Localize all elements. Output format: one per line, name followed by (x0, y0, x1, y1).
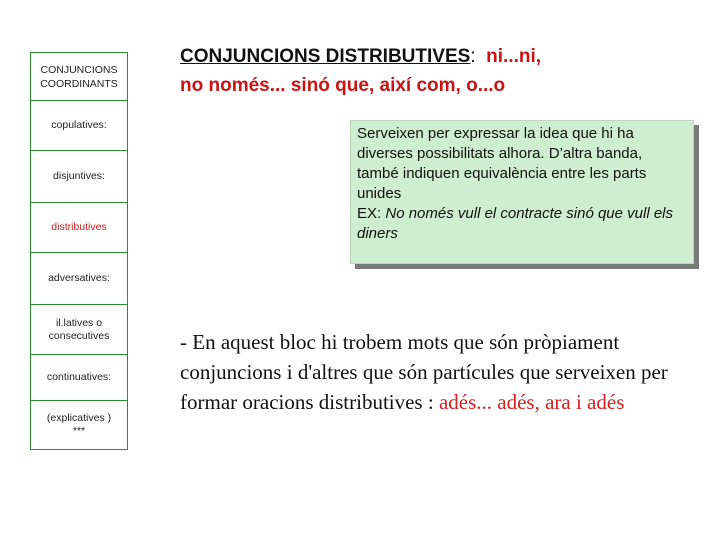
callout-example-label: EX: (357, 205, 386, 222)
definition-callout (350, 120, 694, 264)
body-paragraph (180, 327, 700, 417)
sidebar-header: CONJUNCIONS COORDINANTS (31, 53, 127, 101)
title-examples-line1: ni...ni, (486, 46, 542, 67)
sidebar-item-illatives[interactable]: il.latives o consecutives (31, 305, 127, 355)
title-main: CONJUNCIONS DISTRIBUTIVES (180, 46, 471, 67)
body-highlight: adés... adés, ara i adés (438, 390, 625, 414)
sidebar-item-continuatives[interactable]: continuatives: (31, 355, 127, 401)
title-examples-line2: no només... sinó que, així com, o...o (180, 75, 506, 96)
title-colon: : (470, 46, 476, 67)
sidebar-item-explicatives[interactable]: (explicatives ) *** (46, 412, 112, 437)
slide-title (180, 42, 700, 100)
body-text: - En aquest bloc hi trobem mots que són pròpiament conjuncions i d'altres que són partícules que serveixen per formar oracions distributives : (180, 330, 668, 414)
sidebar-panel (30, 52, 128, 450)
callout-example-text: No només vull el contracte sinó que vull els diners (357, 205, 674, 242)
sidebar-item-disjuntives[interactable]: disjuntives: (31, 151, 127, 203)
callout-text: Serveixen per expressar la idea que hi ha diverses possibilitats alhora. D’altra banda, també indiquen equivalència entre les parts unides (357, 125, 647, 202)
sidebar-item-adversatives[interactable]: adversatives: (31, 253, 127, 305)
sidebar-item-distributives[interactable]: distributives (31, 203, 127, 253)
sidebar-item-copulatives[interactable]: copulatives: (31, 101, 127, 151)
